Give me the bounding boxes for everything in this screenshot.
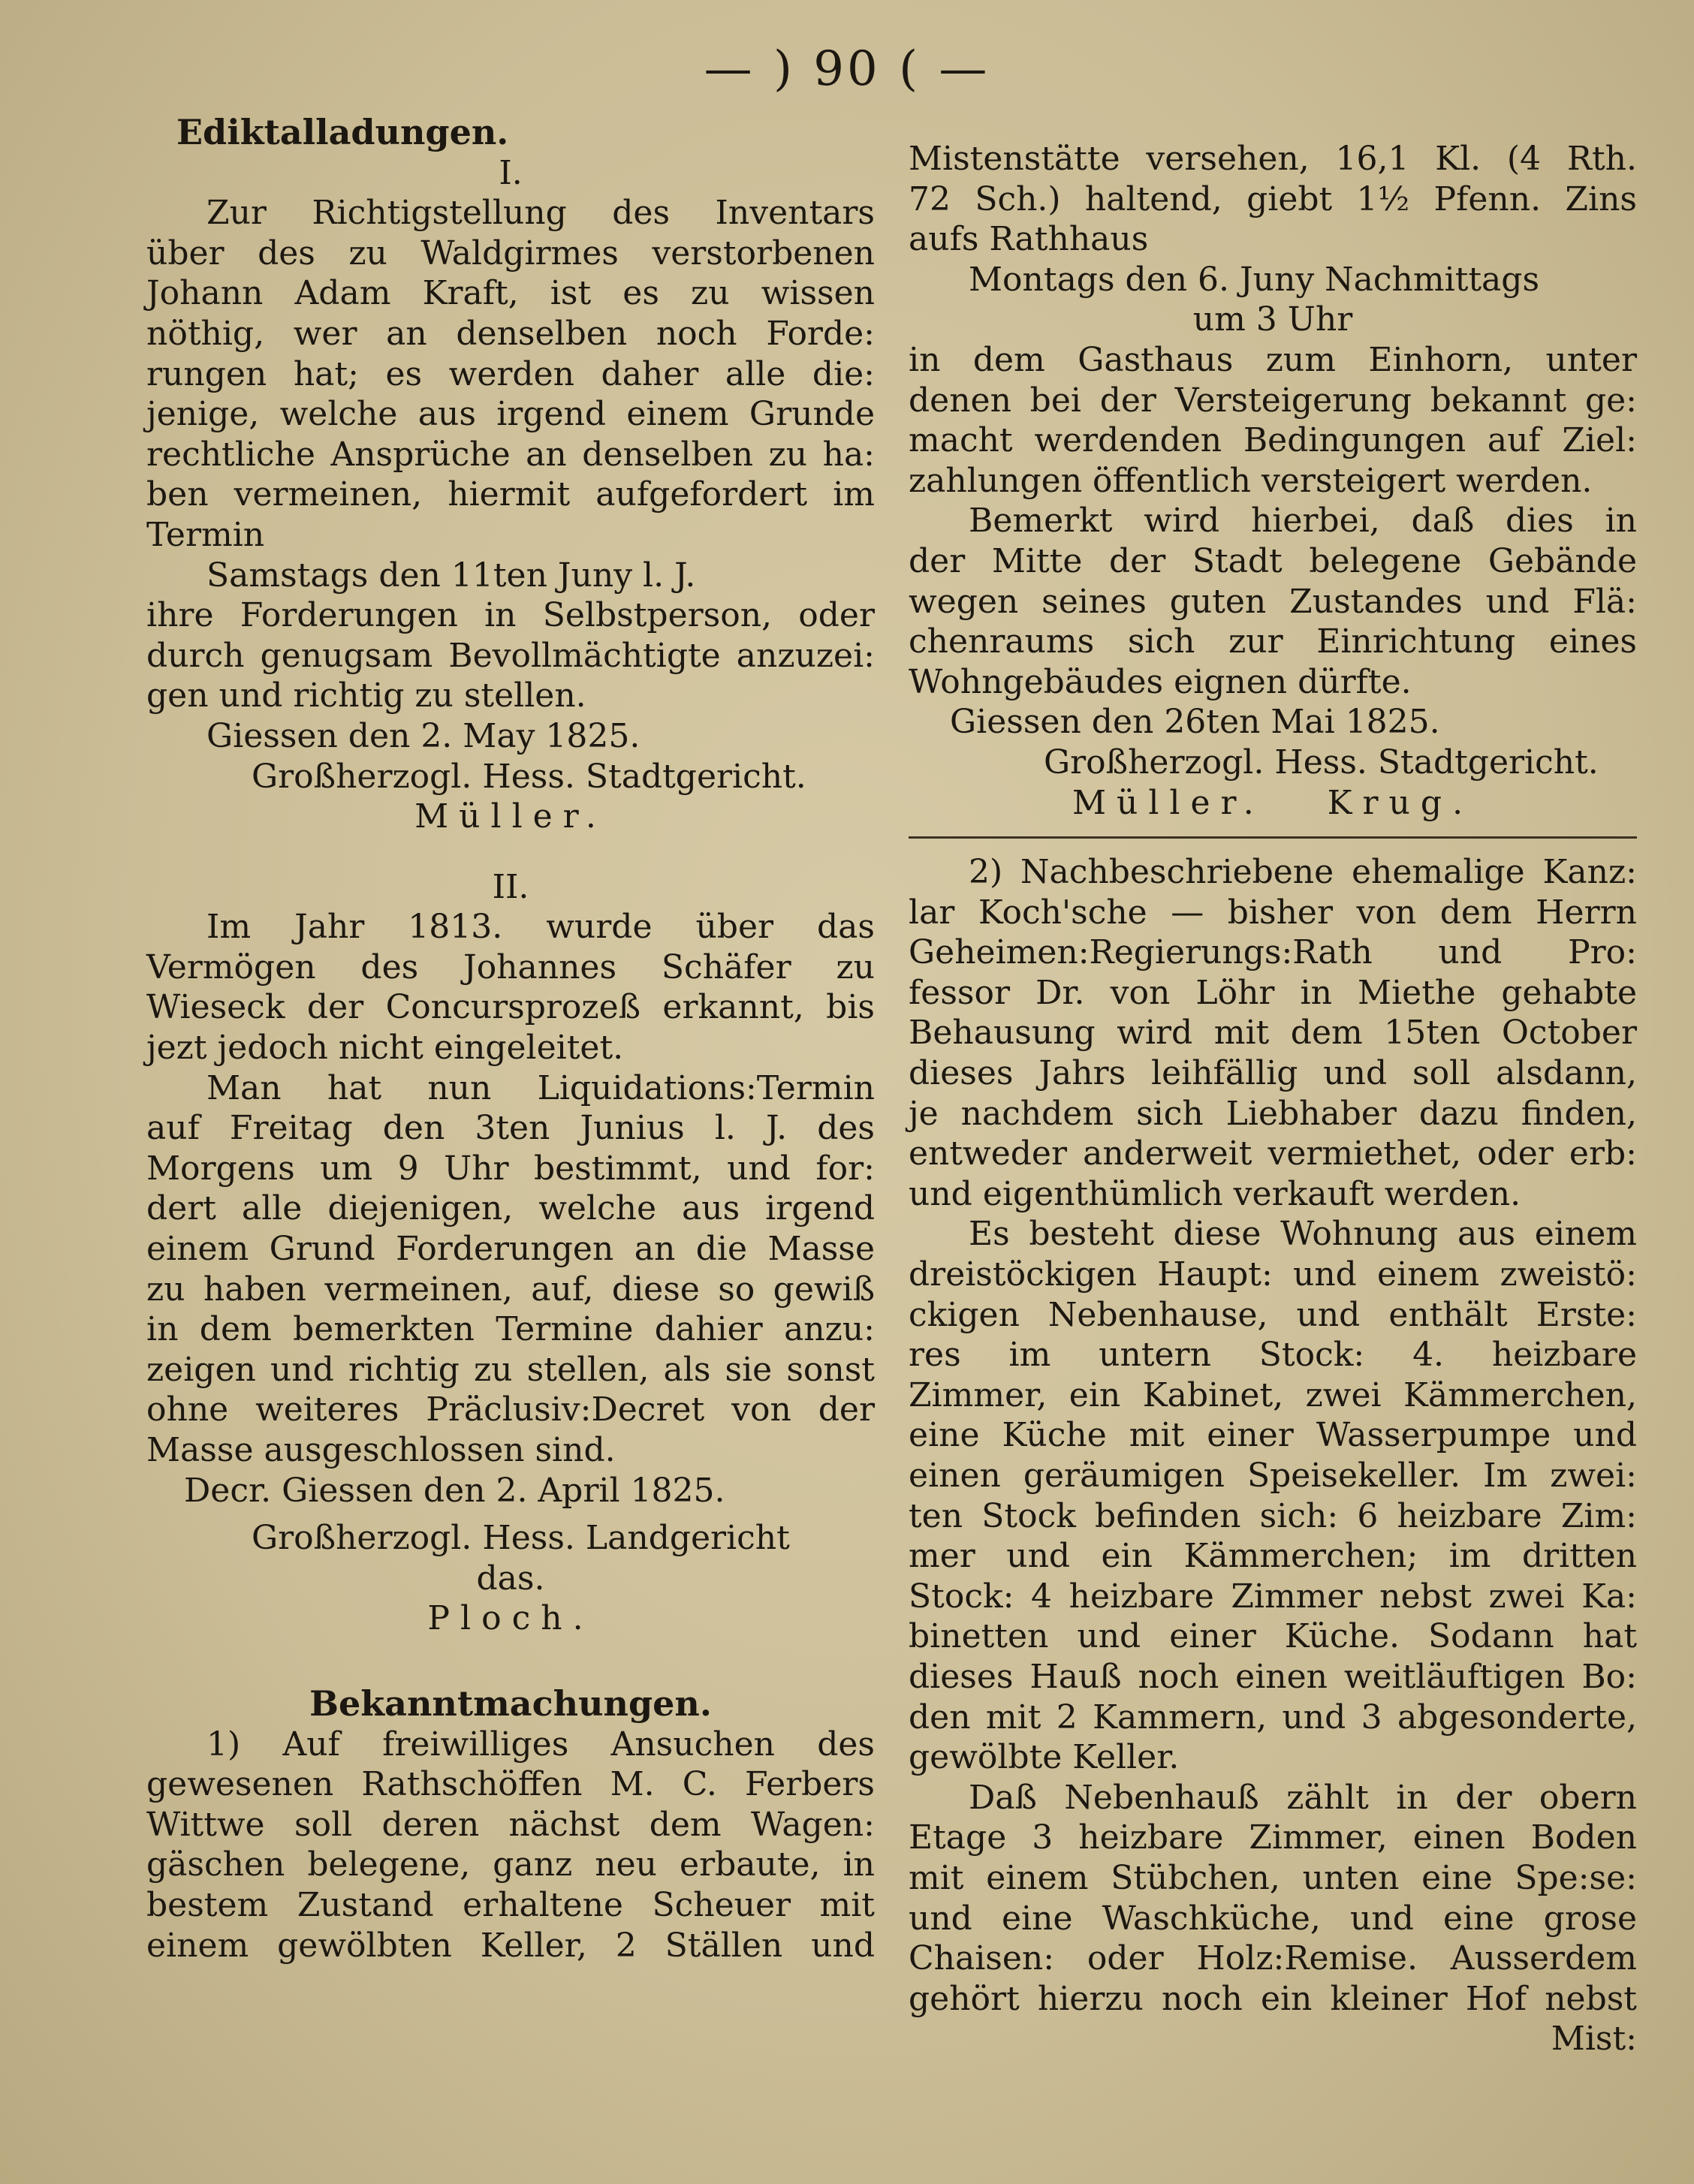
text-line: mit einem Stübchen, unten eine Spe:se:	[909, 1858, 1637, 1897]
text-line: ohne weiteres Präclusiv:Decret von der	[146, 1390, 875, 1429]
auction-date-line: Montags den 6. Juny Nachmittags	[969, 260, 1540, 299]
auction-remark	[909, 501, 1637, 702]
text-line: zeigen und richtig zu stellen, als sie sonst	[146, 1350, 875, 1389]
text-line: Vermögen des Johannes Schäfer zu	[146, 947, 875, 987]
part2-court-das: das.	[476, 1559, 545, 1598]
text-line: Mistenstätte versehen, 16,1 Kl. (4 Rth.	[909, 140, 1637, 178]
part2-numeral: II.	[492, 867, 529, 906]
text-line: 2) Nachbeschriebene ehemalige Kanz:	[969, 853, 1637, 892]
text-line: Etage 3 heizbare Zimmer, einen Boden	[909, 1818, 1637, 1857]
text-line: chenraums sich zur Einrichtung eines	[909, 622, 1637, 661]
text-line: Masse ausgeschlossen sind.	[146, 1431, 616, 1469]
text-line: und eine Waschküche, und eine grose	[909, 1899, 1637, 1938]
text-line: und eigenthümlich verkauft werden.	[909, 1174, 1521, 1213]
auction-time-line: um 3 Uhr	[1192, 300, 1353, 339]
section-divider	[909, 836, 1637, 839]
text-line: gewesenen Rathschöffen M. C. Ferbers	[146, 1765, 875, 1804]
text-line: der Mitte der Stadt belegene Gebände	[909, 541, 1637, 580]
text-line: gäschen belegene, ganz neu erbaute, in	[146, 1845, 875, 1884]
text-line: jenige, welche aus irgend einem Grunde	[146, 395, 875, 434]
text-line: nöthig, wer an denselben noch Forde:	[146, 314, 875, 353]
section-title-bekanntmachungen: Bekanntmachungen.	[309, 1682, 712, 1724]
text-line: ben vermeinen, hiermit aufgefordert im	[146, 475, 875, 514]
right-court: Großherzogl. Hess. Stadtgericht.	[1044, 743, 1599, 782]
text-line: Daß Nebenhauß zählt in der obern	[969, 1778, 1637, 1817]
text-line: entweder anderweit vermiethet, oder erb:	[909, 1134, 1637, 1173]
text-line: Man hat nun Liquidations:Termin	[206, 1068, 875, 1107]
auction-text	[909, 340, 1637, 501]
text-line: Wohngebäudes eignen dürfte.	[909, 662, 1412, 701]
text-line: macht werdenden Bedingungen auf Ziel:	[909, 421, 1637, 460]
text-line: Morgens um 9 Uhr bestimmt, und for:	[146, 1149, 875, 1188]
left-column	[146, 113, 875, 1966]
text-line: jezt jedoch nicht eingeleitet.	[146, 1029, 624, 1068]
text-line: Geheimen:Regierungs:Rath und Pro:	[909, 933, 1637, 972]
part1-text	[146, 193, 875, 555]
text-line: Chaisen: oder Holz:Remise. Ausserdem	[909, 1939, 1637, 1978]
text-line: Zur Richtigstellung des Inventars	[206, 194, 875, 233]
text-line: über des zu Waldgirmes verstorbenen	[146, 233, 875, 273]
text-line: Bemerkt wird hierbei, daß dies in	[969, 502, 1637, 541]
announcement-2-text	[909, 852, 1637, 1214]
text-line: zahlungen öffentlich versteigert werden.	[909, 461, 1593, 500]
part1-numeral: I.	[499, 153, 523, 192]
text-line: durch genugsam Bevollmächtigte anzuzei:	[146, 636, 875, 675]
text-line: rungen hat; es werden daher alle die:	[146, 354, 875, 393]
text-line: Zimmer, ein Kabinet, zwei Kämmerchen,	[909, 1375, 1637, 1414]
part2-place-date: Decr. Giessen den 2. April 1825.	[184, 1471, 725, 1510]
text-line: res im untern Stock: 4. heizbare	[909, 1336, 1637, 1375]
text-line: ten Stock befinden sich: 6 heizbare Zim:	[909, 1496, 1637, 1535]
text-line: Johann Adam Kraft, ist es zu wissen	[146, 274, 875, 313]
text-line: zu haben vermeinen, auf, diese so gewiß	[146, 1270, 875, 1309]
text-line: auf Freitag den 3ten Junius l. J. des	[146, 1109, 875, 1148]
text-line: 72 Sch.) haltend, giebt 1½ Pfenn. Zins	[909, 179, 1637, 218]
text-line: fessor Dr. von Löhr in Miethe gehabte	[909, 973, 1637, 1012]
text-line: dreistöckigen Haupt: und einem zweistö:	[909, 1255, 1637, 1294]
right-place-date: Giessen den 26ten Mai 1825.	[950, 703, 1440, 742]
text-line: gehört hierzu noch ein kleiner Hof nebst	[909, 1979, 1637, 2018]
text-line: ihre Forderungen in Selbstperson, oder	[146, 596, 875, 635]
text-line: einem gewölbten Keller, 2 Ställen und	[146, 1926, 875, 1965]
text-line: mer und ein Kämmerchen; im dritten	[909, 1537, 1637, 1576]
part1-signature: Müller.	[414, 797, 607, 836]
text-line: ckigen Nebenhause, und enthält Erste:	[909, 1295, 1637, 1334]
text-line: Wieseck der Concursprozeß erkannt, bis	[146, 988, 875, 1027]
section-title-ediktalladungen: Ediktalladungen.	[176, 112, 509, 152]
text-line: gen und richtig zu stellen.	[146, 676, 586, 715]
announcement-1-text	[146, 1725, 875, 1966]
part1-place-date: Giessen den 2. May 1825.	[206, 716, 641, 755]
text-line: dieses Hauß noch einen weitläuftigen Bo:	[909, 1657, 1637, 1696]
text-line: Im Jahr 1813. wurde über das	[206, 908, 875, 947]
text-line: den mit 2 Kammern, und 3 abgesonderte,	[909, 1697, 1637, 1737]
part2-text	[146, 907, 875, 1068]
text-line: je nachdem sich Liebhaber dazu finden,	[909, 1094, 1637, 1133]
text-line: Termin	[146, 515, 265, 554]
announcement-1-continued	[909, 139, 1637, 260]
part2-signature: Ploch.	[427, 1599, 594, 1638]
page-number-header: — ) 90 ( —	[704, 41, 990, 97]
text-line: binetten und einer Küche. Sodann hat	[909, 1617, 1637, 1656]
text-line: in dem bemerkten Termine dahier anzu:	[146, 1310, 875, 1349]
right-column	[909, 139, 1637, 2059]
text-line: eine Küche mit einer Wasserpumpe und	[909, 1416, 1637, 1455]
text-line: dieses Jahrs leihfällig und soll alsdann,	[909, 1054, 1637, 1093]
text-line: 1) Auf freiwilliges Ansuchen des	[206, 1725, 875, 1764]
part2-text-2	[146, 1068, 875, 1471]
announcement-2-description	[909, 1214, 1637, 1777]
text-line: einen geräumigen Speisekeller. Im zwei:	[909, 1457, 1637, 1495]
part1-court: Großherzogl. Hess. Stadtgericht.	[252, 757, 806, 796]
part1-text-2	[146, 595, 875, 716]
text-line: bestem Zustand erhaltene Scheuer mit	[146, 1885, 875, 1924]
text-line: dert alle diejenigen, welche aus irgend	[146, 1189, 875, 1228]
right-signature: Müller. Krug.	[1072, 783, 1474, 822]
catchword: Mist:	[1551, 2020, 1637, 2059]
text-line: Wittwe soll deren nächst dem Wagen:	[146, 1805, 875, 1844]
part1-date-line: Samstags den 11ten Juny l. J.	[206, 556, 696, 595]
text-line: Es besteht diese Wohnung aus einem	[969, 1215, 1637, 1254]
text-line: Stock: 4 heizbare Zimmer nebst zwei Ka:	[909, 1577, 1637, 1616]
part2-court: Großherzogl. Hess. Landgericht	[252, 1519, 790, 1558]
text-line: wegen seines guten Zustandes und Flä:	[909, 582, 1637, 621]
announcement-2-outbuilding	[909, 1778, 1637, 2020]
text-line: in dem Gasthaus zum Einhorn, unter	[909, 340, 1637, 379]
text-line: einem Grund Forderungen an die Masse	[146, 1230, 875, 1269]
text-line: lar Koch'sche — bisher von dem Herrn	[909, 893, 1637, 932]
text-line: rechtliche Ansprüche an denselben zu ha:	[146, 435, 875, 474]
text-line: aufs Rathhaus	[909, 220, 1149, 259]
text-line: gewölbte Keller.	[909, 1738, 1180, 1777]
text-line: denen bei der Versteigerung bekannt ge:	[909, 381, 1637, 420]
text-line: Behausung wird mit dem 15ten October	[909, 1014, 1637, 1053]
